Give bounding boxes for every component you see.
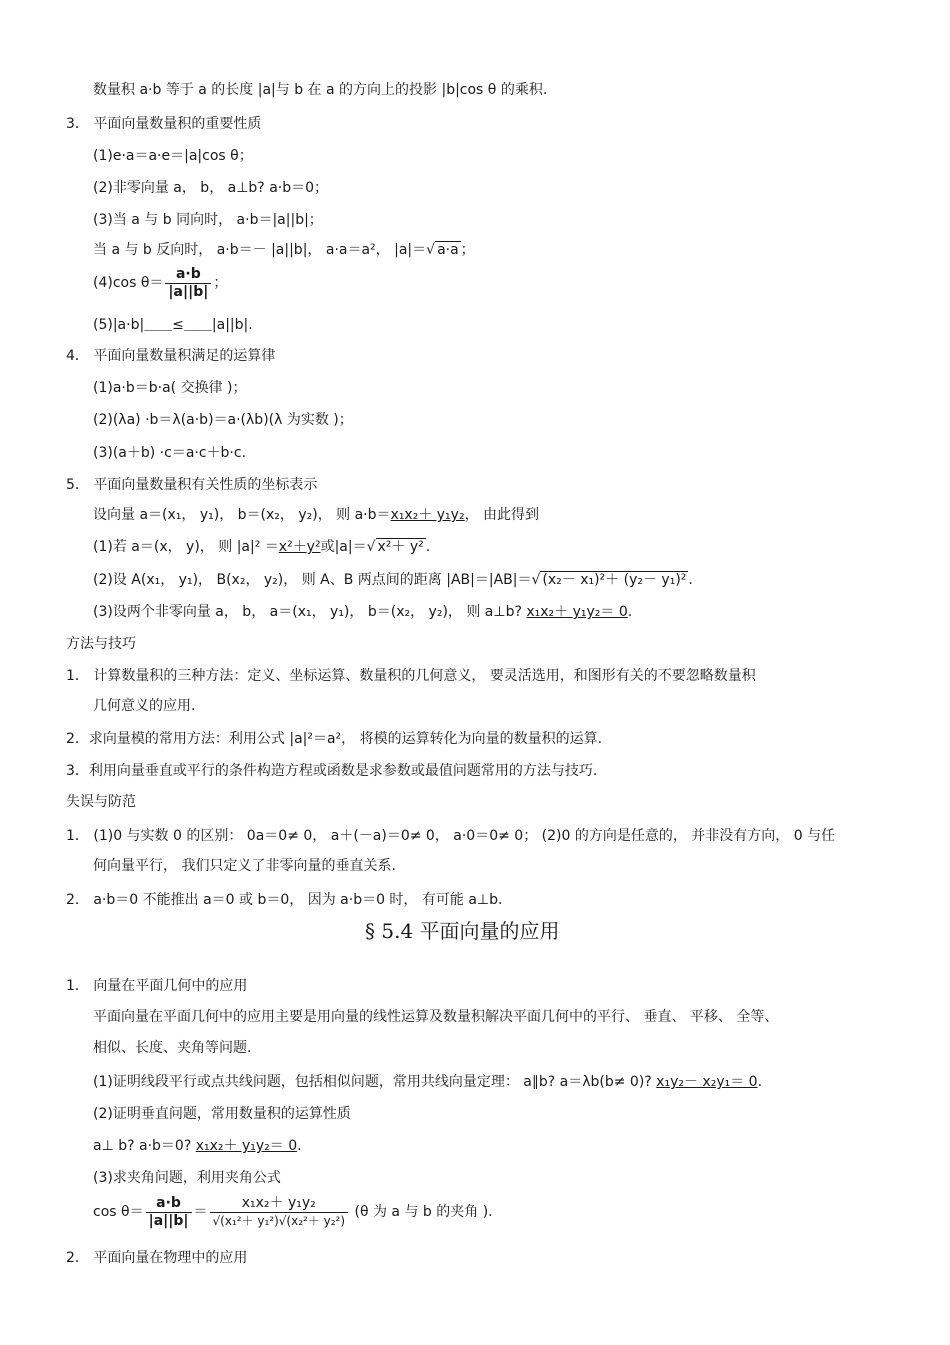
coord-intro	[93, 505, 539, 525]
coord-3	[93, 602, 632, 622]
method-2: 2．求向量模的常用方法：利用公式 |a|²＝a²， 将模的运算转化为向量的数量积的运算.	[66, 731, 603, 747]
angle-formula	[93, 1192, 493, 1232]
angle-equals: ＝	[193, 1204, 208, 1220]
property-5-blank: ＿＿≤＿＿	[144, 317, 212, 333]
coord-2-end: .	[688, 572, 693, 588]
law-1: (1)a·b＝b·a( 交换律 )；	[93, 380, 247, 396]
property-5-left: (5)|a·b|	[93, 317, 145, 333]
coord-1-text: (1)若 a＝(x， y)， 则 |a|² ＝	[93, 539, 279, 555]
section-3-heading: 3． 平面向量数量积的重要性质	[66, 116, 262, 132]
property-3b-text: 当 a 与 b 反向时， a·b＝－ |a||b|， a·a＝a²， |a|＝	[93, 242, 427, 258]
application-1b: 相似、长度、夹角等问题.	[93, 1040, 252, 1056]
property-5	[93, 315, 253, 335]
application-1-heading: 1． 向量在平面几何中的应用	[66, 978, 248, 994]
angle-fraction-2	[210, 1195, 349, 1230]
coord-2-text: (2)设 A(x₁， y₁)， B(x₂， y₂)， 则 A、B 两点间的距离 |AB|＝|AB|＝	[93, 572, 532, 588]
dot-product-definition-line: 数量积 a·b 等于 a 的长度 |a|与 b 在 a 的方向上的投影 |b|cos θ 的乘积.	[93, 82, 548, 98]
property-4-prefix: (4)cos θ＝	[93, 275, 164, 291]
pitfalls-heading: 失误与防范	[66, 794, 136, 810]
application-angle: (3)求夹角问题，利用夹角公式	[93, 1170, 281, 1186]
law-2: (2)(λa) ·b＝λ(a·b)＝a·(λb)(λ 为实数 )；	[93, 412, 353, 428]
application-parallel-answer: x₁y₂－ x₂y₁＝ 0	[656, 1074, 758, 1090]
method-1a: 1． 计算数量积的三种方法：定义、坐标运算、数量积的几何意义， 要灵活选用，和图形有关的不要忽略数量积	[66, 668, 756, 684]
section-5-heading: 5． 平面向量数量积有关性质的坐标表示	[66, 477, 318, 493]
property-3a: (3)当 a 与 b 同向时， a·b＝|a||b|；	[93, 212, 323, 228]
sqrt-sign: √	[366, 539, 376, 555]
angle-numerator-1: a·b	[146, 1195, 192, 1213]
method-1b: 几何意义的应用.	[93, 698, 196, 714]
application-2-heading: 2． 平面向量在物理中的应用	[66, 1250, 248, 1266]
coord-2-radicand: (x₂－ x₁)²＋ (y₂－ y₁)²	[542, 572, 687, 588]
pitfall-2: 2． a·b＝0 不能推出 a＝0 或 b＝0， 因为 a·b＝0 时， 有可能 a⊥b.	[66, 892, 503, 908]
application-parallel-end: .	[757, 1074, 763, 1090]
law-3: (3)(a＋b) ·c＝a·c＋b·c.	[93, 445, 247, 461]
property-3b-radicand: a·a	[437, 242, 459, 258]
coord-1-answer: x²＋y²	[278, 539, 321, 555]
application-perpendicular-formula	[93, 1136, 302, 1156]
application-perpendicular: (2)证明垂直问题，常用数量积的运算性质	[93, 1106, 351, 1122]
coord-intro-answer: x₁x₂＋ y₁y₂	[390, 507, 465, 523]
application-1a: 平面向量在平面几何中的应用主要是用向量的线性运算及数量积解决平面几何中的平行、 垂直、 平移、 全等、	[93, 1009, 779, 1025]
cos-denominator: |a||b|	[168, 283, 209, 300]
pitfall-1a: 1． (1)0 与实数 0 的区别： 0a＝0≠ 0， a＋(－a)＝0≠ 0， a·0＝0≠ 0； (2)0 的方向是任意的， 并非没有方向， 0 与任	[66, 828, 836, 844]
angle-fraction-1	[146, 1195, 192, 1230]
section-4-heading: 4． 平面向量数量积满足的运算律	[66, 348, 276, 364]
property-4	[93, 265, 227, 301]
coord-3-text: (3)设两个非零向量 a， b， a＝(x₁， y₁)， b＝(x₂， y₂)， 则 a⊥b?	[93, 604, 527, 620]
angle-formula-end: (θ 为 a 与 b 的夹角 ).	[350, 1204, 493, 1220]
methods-heading: 方法与技巧	[66, 636, 136, 652]
property-2: (2)非零向量 a， b， a⊥b? a·b＝0；	[93, 180, 329, 196]
perpendicular-formula-text: a⊥ b? a·b＝0?	[93, 1138, 196, 1154]
perpendicular-formula-end: .	[297, 1138, 302, 1154]
property-3b-end: ；	[460, 242, 475, 258]
sqrt-sign: √	[426, 242, 436, 258]
coord-3-answer: x₁x₂＋ y₁y₂＝ 0	[526, 604, 628, 620]
sqrt-sign: √	[531, 572, 541, 588]
property-5-right: |a||b|.	[211, 317, 253, 333]
property-4-end: ；	[213, 275, 228, 291]
angle-denominator-2: √(x₁²＋ y₁²)√(x₂²＋ y₂²)	[212, 1213, 346, 1228]
property-3b	[93, 240, 475, 260]
coord-1-radicand: x²＋ y²	[377, 539, 424, 555]
coord-2	[93, 570, 693, 590]
angle-denominator-1: |a||b|	[148, 1212, 189, 1229]
coord-3-end: .	[627, 604, 633, 620]
cos-fraction	[165, 266, 211, 301]
application-parallel-text: (1)证明线段平行或点共线问题，包括相似问题，常用共线向量定理： a∥b? a＝λb(b≠ 0)?	[93, 1074, 657, 1090]
angle-numerator-2: x₁x₂＋ y₁y₂	[210, 1195, 349, 1213]
coord-intro-text: 设向量 a＝(x₁， y₁)， b＝(x₂， y₂)， 则 a·b＝	[93, 507, 391, 523]
pitfall-1b: 何向量平行， 我们只定义了非零向量的垂直关系.	[93, 858, 396, 874]
perpendicular-formula-answer: x₁x₂＋ y₁y₂＝ 0	[195, 1138, 298, 1154]
angle-formula-prefix: cos θ＝	[93, 1204, 144, 1220]
coord-1	[93, 537, 430, 557]
property-1: (1)e·a＝a·e＝|a|cos θ；	[93, 148, 253, 164]
cos-numerator: a·b	[165, 266, 211, 284]
coord-1-mid: 或|a|＝	[320, 539, 367, 555]
application-parallel	[93, 1072, 762, 1092]
coord-intro-end: ， 由此得到	[464, 507, 540, 523]
coord-1-end: .	[425, 539, 431, 555]
section-5-4-title: § 5.4 平面向量的应用	[365, 919, 560, 943]
method-3: 3．利用向量垂直或平行的条件构造方程或函数是求参数或最值问题常用的方法与技巧.	[66, 763, 598, 779]
